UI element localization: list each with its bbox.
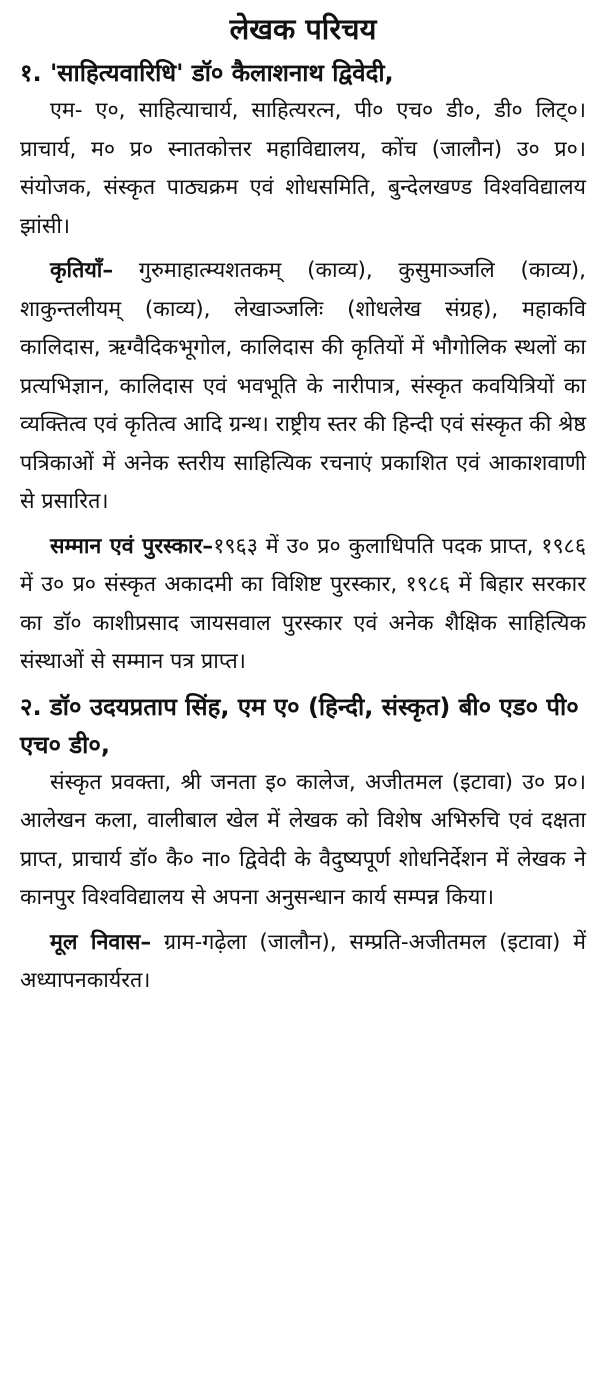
author-2-residence — [20, 924, 586, 1001]
author-1-heading: १. 'साहित्यवारिधि' डॉ० कैलाशनाथ द्विवेदी, — [20, 59, 394, 87]
author-2-intro: संस्कृत प्रवक्ता, श्री जनता इ० कालेज, अजीतमल (इटावा) उ० प्र०। आलेखन कला, वालीबाल खेल में लेखक को विशेष अभिरुचि एवं दक्षता प्राप्त, प्राचार्य डॉ० कै० ना० द्विवेदी के वैदुष्यपूर्ण शोधनिर्देशन में लेखक ने कानपुर विश्वविद्यालय से अपना अनुसन्धान कार्य सम्पन्न किया। — [20, 769, 586, 910]
author-1-awards-text: १९६३ में उ० प्र० कुलाधिपति पदक प्राप्त, १९८६ में उ० प्र० संस्कृत अकादमी का विशिष्ट पुरस्कार, १९८६ में बिहार सरकार का डॉ० काशीप्रसाद जायसवाल पुरस्कार एवं अनेक शैक्षिक साहित्यिक संस्थाओं से सम्मान पत्र प्राप्त। — [20, 533, 586, 674]
author-1-works — [20, 252, 586, 522]
author-1-intro: एम- ए०, साहित्याचार्य, साहित्यरत्न, पी० एच० डी०, डी० लिट्०। प्राचार्य, म० प्र० स्नातकोत्तर महाविद्यालय, कोंच (जालौन) उ० प्र०। संयोजक, संस्कृत पाठ्यक्रम एवं शोधसमिति, बुन्देलखण्ड विश्वविद्यालय झांसी। — [20, 98, 586, 239]
author-1-works-label: कृतियाँ– — [50, 258, 114, 283]
author-1-works-text: गुरुमाहात्म्यशतकम् (काव्य), कुसुमाञ्जलि (काव्य), शाकुन्तलीयम् (काव्य), लेखाञ्जलिः (शोधलेख संग्रह), महाकवि कालिदास, ऋग्वैदिकभूगोल, कालिदास की कृतियों में भौगोलिक स्थलों का प्रत्यभिज्ञान, कालिदास एवं भवभूति के नारीपात्र, संस्कृत कवयित्रियों का व्यक्तित्व एवं कृतित्व आदि ग्रन्थ। राष्ट्रीय स्तर की हिन्दी एवं संस्कृत की श्रेष्ठ पत्रिकाओं में अनेक स्तरीय साहित्यिक रचनाएं प्रकाशित एवं आकाशवाणी से प्रसारित। — [20, 258, 586, 514]
author-1-awards — [20, 528, 586, 682]
author-1-awards-label: सम्मान एवं पुरस्कार– — [50, 533, 214, 559]
page-title: लेखक परिचय — [229, 12, 377, 46]
author-2-residence-label: मूल निवास– — [50, 929, 152, 955]
author-entry-1 — [20, 54, 586, 682]
author-2-residence-text: ग्राम-गढ़ेला (जालौन), सम्प्रति-अजीतमल (इटावा) में अध्यापनकार्यरत। — [20, 929, 586, 993]
author-entry-2 — [20, 688, 586, 1001]
author-2-heading: २. डॉ० उदयप्रताप सिंह, एम ए० (हिन्दी, संस्कृत) बी० एड० पी० एच० डी०, — [20, 692, 579, 759]
